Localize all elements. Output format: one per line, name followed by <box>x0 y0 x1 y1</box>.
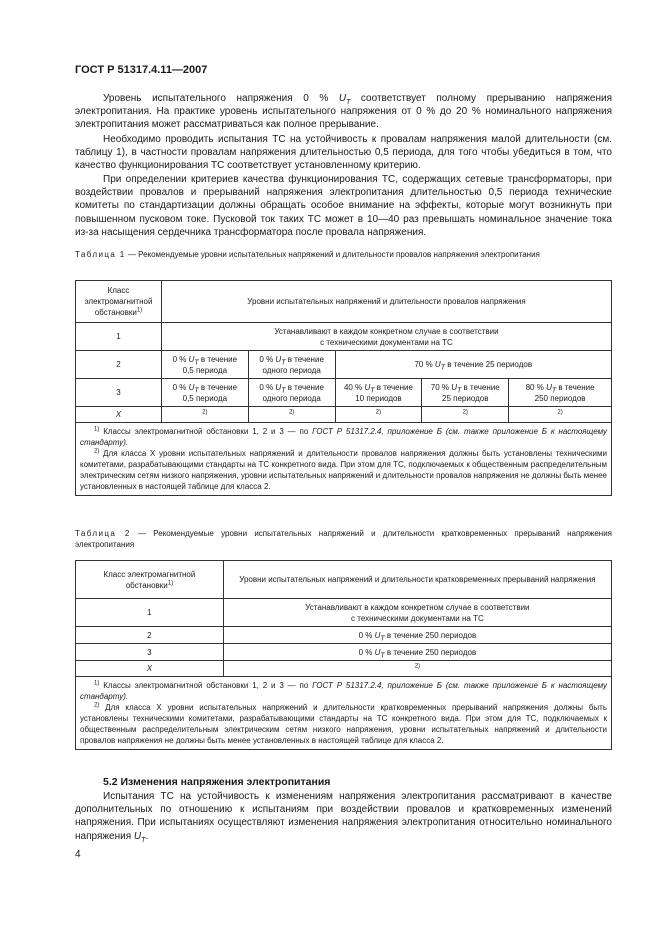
table2-footnote-1: $^{1)}$ Классы электромагнитной обстановки 1, 2 и 3 — по ГОСТ Р 51317.2.4, приложение Б (см. также приложение Б к настоящему стандарту). <box>80 680 607 701</box>
table1-header-row <box>76 281 612 323</box>
table2-header-class: Класс электромагнитной обстановки$^{1)}$ <box>76 561 224 599</box>
table1-caption: Таблица 1 — Рекомендуемые уровни испытательных напряжений и длительности провалов напряжения электропитания <box>75 250 540 259</box>
table1-footnote-2: $^{2)}$ Для класса X уровни испытательных напряжений и длительности провалов напряжения должны быть установлены техническими комитетами, разрабатывающими стандарты на ТС конкретного вида. При этом для ТС, подключаемых к общественным распределительным электрическим сетям низкого напряжения, уровни испытательных напряжений и длительности провалов напряжения не должны быть менее установленных в настоящей таблице для класса 2. <box>80 448 607 491</box>
table2-footnotes <box>76 677 612 750</box>
document-header: ГОСТ Р 51317.4.11—2007 <box>75 64 208 76</box>
table1-footnote-1: $^{1)}$ Классы электромагнитной обстановки 1, 2 и 3 — по ГОСТ Р 51317.2.4, приложение Б (см. также приложение Б к настоящему стандарту). <box>80 426 607 447</box>
table-row: 2 0 % $U_T$ в течение 0,5 периода 0 % $U_T$ в течение одного периода 70 % $U_T$ в течение 25 периодов <box>76 351 612 379</box>
section-heading: 5.2 Изменения напряжения электропитания <box>103 776 331 788</box>
table1-header-class: Класс электромагнитной обстановки$^{1)}$ <box>76 281 162 323</box>
table-row: X $^{2)}$ $^{2)}$ $^{2)}$ $^{2)}$ $^{2)}$ <box>76 407 612 423</box>
table-row: 3 0 % $U_T$ в течение 0,5 периода 0 % $U_T$ в течение одного периода 40 % $U_T$ в течение 10 периодов 70 % $U_T$ в течение 25 периодов 80 % $U_T$ в течение 250 периодов <box>76 379 612 407</box>
table-row: X $^{2)}$ <box>76 661 612 677</box>
table-row: 2 0 % $U_T$ в течение 250 периодов <box>76 627 612 644</box>
ut-symbol: $U_T$ <box>133 830 146 844</box>
table1 <box>75 280 612 496</box>
table-row: 1 Устанавливают в каждом конкретном случае в соответствии с техническими документами на ТС <box>76 323 612 351</box>
table2-header-row <box>76 561 612 599</box>
page-number: 4 <box>75 849 81 860</box>
table2-footnote-2: $^{2)}$ Для класса X уровни испытательных напряжений и длительности кратковременных прерываний напряжения должны быть установлены техническими комитетами, разрабатывающими стандарты на ТС конкретного вида. При этом для ТС, подключаемых к общественным распределительным электрическим сетям низкого напряжения, уровни испытательных напряжений и длительности провалов напряжения не должны быть менее установленных в настоящей таблице для класса 2. <box>80 702 607 745</box>
table2 <box>75 560 612 750</box>
table-row: 1 Устанавливают в каждом конкретном случае в соответствии с техническими документами на ТС <box>76 599 612 627</box>
table-row: 3 0 % $U_T$ в течение 250 периодов <box>76 644 612 661</box>
paragraph-voltage-level: Уровень испытательного напряжения 0 % $U_T$ соответствует полному прерыванию напряжения электропитания. На практике уровень испытательного напряжения от 0 % до 20 % номинального напряжения электропитания может рассматриваться как полное прерывание. <box>75 93 612 131</box>
table2-header-levels: Уровни испытательных напряжений и длительности кратковременных прерываний напряжения <box>223 561 611 599</box>
table1-footnotes <box>76 423 612 496</box>
paragraph-short-dips: Необходимо проводить испытания ТС на устойчивость к провалам напряжения малой длительности (см. таблицу 1), в частности провалам напряжения длительностью 0,5 периода, для того чтобы убедиться в том, что качество функционирования ТС соответствует установленному критерию. <box>75 134 612 172</box>
table1-header-levels: Уровни испытательных напряжений и длительности провалов напряжения <box>161 281 611 323</box>
table2-caption: Таблица 2 — Рекомендуемые уровни испытательных напряжений и длительности кратковременных прерываний напряжения электропитания <box>75 529 612 549</box>
paragraph-transformers: При определении критериев качества функционирования ТС, содержащих сетевые трансформаторы, при воздействии провалов и прерываний напряжения электропитания длительностью 0,5 периода технические комитеты по стандартизации должны обращать особое внимание на эффекты, которые могут возникнуть при повышенном пусковом токе. Пусковой ток таких ТС может в 10—40 раз превышать номинальное значение тока из-за насыщения сердечника трансформатора после провала напряжения. <box>75 174 612 238</box>
paragraph-voltage-variations: Испытания ТС на устойчивость к изменениям напряжения электропитания рассматривают в качестве дополнительных по отношению к испытаниям при воздействии провалов и кратковременных изменений напряжения. При испытаниях осуществляют изменения напряжения электропитания относительно номинального напряжения $U_T$. <box>75 791 612 844</box>
ut-symbol: $U_T$ <box>338 93 351 106</box>
